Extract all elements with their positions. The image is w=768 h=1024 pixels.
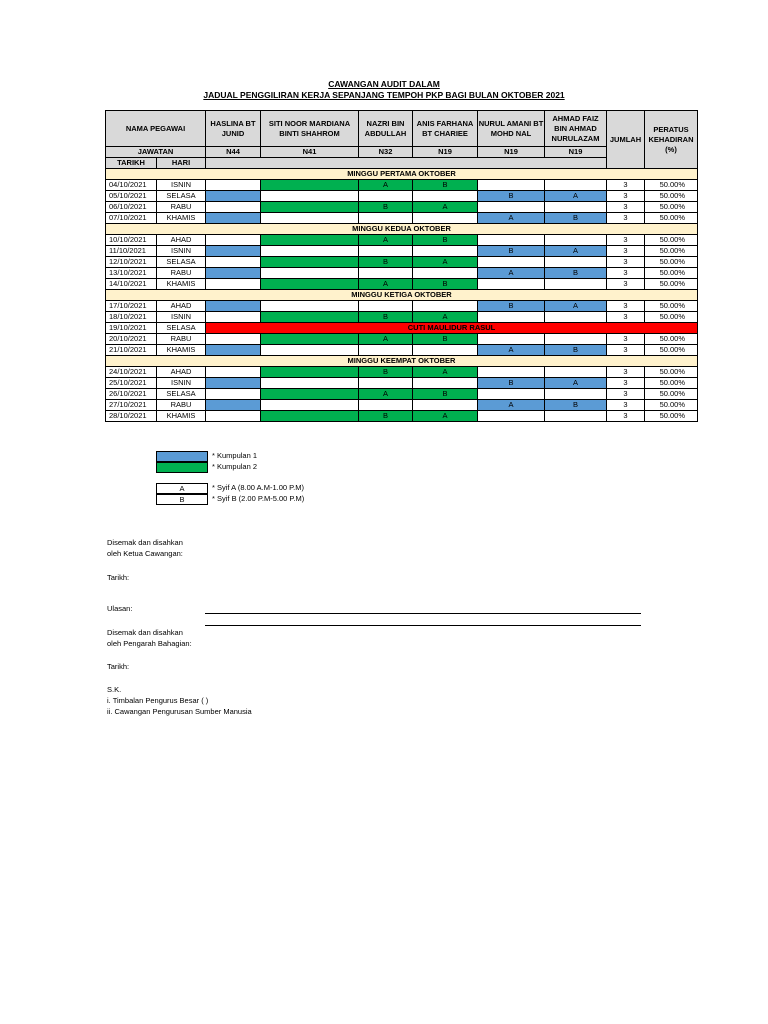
tarikh2-label: Tarikh:: [107, 662, 130, 671]
peratus-cell: 50.00%: [645, 312, 698, 323]
week-label: MINGGU KETIGA OKTOBER: [106, 290, 698, 301]
shift-cell: [413, 378, 478, 389]
peratus-cell: 50.00%: [645, 235, 698, 246]
shift-cell: B: [359, 367, 413, 378]
shift-cell: [413, 268, 478, 279]
shift-cell: A: [478, 345, 545, 356]
date-cell: 20/10/2021: [106, 334, 157, 345]
date-cell: 27/10/2021: [106, 400, 157, 411]
sk-item-2: ii. Cawangan Pengurusan Sumber Manusia: [107, 707, 252, 716]
shift-cell: B: [359, 312, 413, 323]
shift-cell: [261, 312, 359, 323]
date-cell: 13/10/2021: [106, 268, 157, 279]
shift-cell: A: [413, 367, 478, 378]
shift-cell: [413, 246, 478, 257]
week-row: [106, 356, 698, 367]
schedule-row: [106, 246, 698, 257]
peratus-cell: 50.00%: [645, 180, 698, 191]
day-cell: SELASA: [157, 257, 206, 268]
date-cell: 28/10/2021: [106, 411, 157, 422]
shift-cell: [261, 202, 359, 213]
grade-cell: N32: [359, 147, 413, 158]
shift-cell: [206, 334, 261, 345]
day-cell: SELASA: [157, 191, 206, 202]
shift-cell: B: [478, 246, 545, 257]
kumpulan-1-swatch: [156, 451, 208, 462]
day-cell: RABU: [157, 268, 206, 279]
date-cell: 12/10/2021: [106, 257, 157, 268]
jumlah-cell: 3: [607, 257, 645, 268]
schedule-row: [106, 334, 698, 345]
week-row: [106, 169, 698, 180]
sah1-line1: Disemak dan disahkan: [107, 538, 183, 547]
shift-cell: B: [413, 334, 478, 345]
day-cell: ISNIN: [157, 378, 206, 389]
jumlah-cell: 3: [607, 246, 645, 257]
shift-cell: A: [413, 411, 478, 422]
shift-cell: A: [413, 202, 478, 213]
day-cell: RABU: [157, 334, 206, 345]
schedule-row: [106, 268, 698, 279]
schedule-row: [106, 312, 698, 323]
peratus-cell: 50.00%: [645, 279, 698, 290]
day-cell: KHAMIS: [157, 345, 206, 356]
shift-cell: [359, 191, 413, 202]
day-cell: KHAMIS: [157, 279, 206, 290]
day-cell: AHAD: [157, 301, 206, 312]
date-cell: 06/10/2021: [106, 202, 157, 213]
shift-cell: [545, 334, 607, 345]
shift-cell: [545, 235, 607, 246]
tarikh-header: TARIKH: [106, 158, 157, 169]
peratus-cell: 50.00%: [645, 213, 698, 224]
shift-cell: A: [478, 213, 545, 224]
shift-cell: [545, 180, 607, 191]
peratus-cell: 50.00%: [645, 334, 698, 345]
jawatan-header: JAWATAN: [106, 147, 206, 158]
schedule-row: [106, 411, 698, 422]
shift-cell: [261, 213, 359, 224]
kumpulan-2-label: * Kumpulan 2: [212, 462, 258, 471]
peratus-cell: 50.00%: [645, 246, 698, 257]
shift-cell: [206, 235, 261, 246]
schedule-row: [106, 257, 698, 268]
shift-cell: [206, 389, 261, 400]
shift-cell: B: [545, 268, 607, 279]
peratus-cell: 50.00%: [645, 378, 698, 389]
day-cell: ISNIN: [157, 246, 206, 257]
sk-label: S.K.: [107, 685, 122, 694]
shift-cell: A: [478, 268, 545, 279]
peratus-cell: 50.00%: [645, 411, 698, 422]
peratus-cell: 50.00%: [645, 400, 698, 411]
date-cell: 18/10/2021: [106, 312, 157, 323]
shift-cell: [478, 411, 545, 422]
day-cell: ISNIN: [157, 312, 206, 323]
week-row: [106, 224, 698, 235]
shift-cell: B: [478, 301, 545, 312]
shift-cell: [261, 180, 359, 191]
shift-cell: [206, 312, 261, 323]
grade-cell: N19: [478, 147, 545, 158]
jumlah-cell: 3: [607, 202, 645, 213]
jumlah-cell: 3: [607, 411, 645, 422]
sah2-line1: Disemak dan disahkan: [107, 628, 183, 637]
shift-cell: [359, 400, 413, 411]
schedule-row: [106, 389, 698, 400]
grade-cell: N44: [206, 147, 261, 158]
schedule-row: [106, 202, 698, 213]
shift-cell: B: [359, 257, 413, 268]
day-cell: KHAMIS: [157, 411, 206, 422]
peratus-cell: 50.00%: [645, 389, 698, 400]
shift-cell: A: [545, 378, 607, 389]
date-cell: 11/10/2021: [106, 246, 157, 257]
document-subtitle: JADUAL PENGGILIRAN KERJA SEPANJANG TEMPOH PKP BAGI BULAN OKTOBER 2021: [203, 90, 565, 100]
jumlah-cell: 3: [607, 378, 645, 389]
shift-cell: [545, 389, 607, 400]
jumlah-cell: 3: [607, 345, 645, 356]
date-cell: 04/10/2021: [106, 180, 157, 191]
shift-cell: A: [359, 235, 413, 246]
schedule-row: [106, 180, 698, 191]
schedule-row: [106, 235, 698, 246]
schedule-row: [106, 301, 698, 312]
sk-item-1: i. Timbalan Pengurus Besar ( ): [107, 696, 209, 705]
shift-cell: [261, 389, 359, 400]
shift-cell: [261, 301, 359, 312]
shift-cell: [261, 246, 359, 257]
shift-cell: [359, 345, 413, 356]
date-cell: 26/10/2021: [106, 389, 157, 400]
jumlah-cell: 3: [607, 389, 645, 400]
shift-cell: [478, 202, 545, 213]
date-cell: 17/10/2021: [106, 301, 157, 312]
shift-cell: B: [359, 411, 413, 422]
day-cell: RABU: [157, 202, 206, 213]
shift-cell: [413, 213, 478, 224]
jumlah-cell: 3: [607, 191, 645, 202]
schedule-row: [106, 213, 698, 224]
date-cell: 14/10/2021: [106, 279, 157, 290]
shift-cell: [261, 378, 359, 389]
staff-name-header: ANIS FARHANA BT CHARIEE: [413, 111, 478, 147]
shift-cell: B: [413, 235, 478, 246]
shift-cell: B: [413, 279, 478, 290]
date-cell: 10/10/2021: [106, 235, 157, 246]
schedule-row: [106, 400, 698, 411]
day-cell: SELASA: [157, 323, 206, 334]
day-cell: AHAD: [157, 235, 206, 246]
shift-cell: A: [413, 312, 478, 323]
syif-b-label: * Syif B (2.00 P.M-5.00 P.M): [212, 494, 305, 503]
shift-cell: [359, 213, 413, 224]
schedule-row: [106, 191, 698, 202]
shift-cell: B: [545, 213, 607, 224]
shift-cell: [206, 202, 261, 213]
staff-name-header: SITI NOOR MARDIANA BINTI SHAHROM: [261, 111, 359, 147]
staff-name-header: AHMAD FAIZ BIN AHMAD NURULAZAM: [545, 111, 607, 147]
blank-header: [206, 158, 607, 169]
week-row: [106, 290, 698, 301]
jumlah-cell: 3: [607, 235, 645, 246]
peratus-cell: 50.00%: [645, 268, 698, 279]
peratus-cell: 50.00%: [645, 202, 698, 213]
staff-name-header: NURUL AMANI BT MOHD NAL: [478, 111, 545, 147]
shift-cell: [206, 257, 261, 268]
kumpulan-2-swatch: [156, 462, 208, 473]
week-label: MINGGU KEDUA OKTOBER: [106, 224, 698, 235]
peratus-cell: 50.00%: [645, 191, 698, 202]
shift-cell: [359, 246, 413, 257]
shift-cell: [206, 345, 261, 356]
shift-cell: A: [478, 400, 545, 411]
schedule-row: [106, 279, 698, 290]
shift-cell: [359, 268, 413, 279]
shift-cell: [206, 268, 261, 279]
day-cell: SELASA: [157, 389, 206, 400]
holiday-cell: CUTI MAULIDUR RASUL: [206, 323, 698, 334]
shift-cell: B: [478, 378, 545, 389]
schedule-row: [106, 345, 698, 356]
hari-header: HARI: [157, 158, 206, 169]
shift-cell: [206, 191, 261, 202]
jumlah-cell: 3: [607, 268, 645, 279]
shift-cell: B: [413, 180, 478, 191]
shift-cell: [206, 301, 261, 312]
shift-cell: [206, 378, 261, 389]
shift-cell: [261, 279, 359, 290]
shift-cell: [545, 411, 607, 422]
nama-pegawai-header: NAMA PEGAWAI: [106, 111, 206, 147]
shift-cell: [359, 301, 413, 312]
jumlah-cell: 3: [607, 279, 645, 290]
shift-cell: [261, 334, 359, 345]
syif-a-label: * Syif A (8.00 A.M-1.00 P.M): [212, 483, 304, 492]
ulasan-line-1: [205, 613, 641, 614]
day-cell: KHAMIS: [157, 213, 206, 224]
syif-b-box: B: [156, 494, 208, 505]
shift-cell: [413, 191, 478, 202]
peratus-cell: 50.00%: [645, 345, 698, 356]
shift-cell: A: [359, 279, 413, 290]
shift-cell: [261, 400, 359, 411]
shift-cell: [478, 235, 545, 246]
jumlah-cell: 3: [607, 400, 645, 411]
shift-cell: [206, 246, 261, 257]
date-cell: 24/10/2021: [106, 367, 157, 378]
day-cell: AHAD: [157, 367, 206, 378]
date-cell: 07/10/2021: [106, 213, 157, 224]
grade-cell: N19: [413, 147, 478, 158]
shift-cell: [206, 279, 261, 290]
shift-cell: [206, 213, 261, 224]
shift-cell: [261, 257, 359, 268]
shift-cell: [413, 345, 478, 356]
shift-cell: B: [478, 191, 545, 202]
peratus-cell: 50.00%: [645, 301, 698, 312]
grade-cell: N19: [545, 147, 607, 158]
staff-name-header: NAZRI BIN ABDULLAH: [359, 111, 413, 147]
sah1-line2: oleh Ketua Cawangan:: [107, 549, 183, 558]
shift-cell: [261, 345, 359, 356]
shift-cell: [545, 257, 607, 268]
header-row: [106, 111, 698, 147]
shift-cell: [261, 367, 359, 378]
schedule-row: [106, 323, 698, 334]
jumlah-cell: 3: [607, 180, 645, 191]
jumlah-header: JUMLAH: [607, 111, 645, 169]
peratus-cell: 50.00%: [645, 367, 698, 378]
shift-cell: [478, 312, 545, 323]
day-cell: RABU: [157, 400, 206, 411]
shift-cell: [545, 279, 607, 290]
shift-cell: [359, 378, 413, 389]
shift-cell: [545, 202, 607, 213]
day-cell: ISNIN: [157, 180, 206, 191]
shift-cell: [261, 191, 359, 202]
shift-cell: [478, 257, 545, 268]
date-cell: 21/10/2021: [106, 345, 157, 356]
shift-cell: [261, 235, 359, 246]
shift-cell: [478, 180, 545, 191]
peratus-header: PERATUS KEHADIRAN (%): [645, 111, 698, 169]
shift-cell: A: [545, 246, 607, 257]
shift-cell: [413, 400, 478, 411]
shift-cell: [206, 411, 261, 422]
shift-cell: A: [359, 334, 413, 345]
staff-name-header: HASLINA BT JUNID: [206, 111, 261, 147]
shift-cell: [545, 312, 607, 323]
shift-cell: B: [545, 400, 607, 411]
shift-cell: [206, 400, 261, 411]
jumlah-cell: 3: [607, 334, 645, 345]
shift-cell: [261, 268, 359, 279]
ulasan-line-2: [205, 625, 641, 626]
sah2-line2: oleh Pengarah Bahagian:: [107, 639, 192, 648]
shift-cell: [545, 367, 607, 378]
schedule-row: [106, 367, 698, 378]
shift-cell: A: [545, 191, 607, 202]
shift-cell: B: [413, 389, 478, 400]
shift-cell: A: [413, 257, 478, 268]
shift-cell: [478, 367, 545, 378]
jumlah-cell: 3: [607, 301, 645, 312]
shift-cell: A: [545, 301, 607, 312]
shift-cell: [206, 367, 261, 378]
jumlah-cell: 3: [607, 213, 645, 224]
shift-cell: [478, 279, 545, 290]
ulasan-label: Ulasan:: [107, 604, 133, 613]
schedule-table: [105, 110, 698, 422]
shift-cell: A: [359, 180, 413, 191]
kumpulan-1-label: * Kumpulan 1: [212, 451, 258, 460]
shift-cell: [206, 180, 261, 191]
shift-cell: [261, 411, 359, 422]
shift-cell: B: [545, 345, 607, 356]
week-label: MINGGU PERTAMA OKTOBER: [106, 169, 698, 180]
date-cell: 19/10/2021: [106, 323, 157, 334]
date-cell: 25/10/2021: [106, 378, 157, 389]
jumlah-cell: 3: [607, 367, 645, 378]
shift-cell: [478, 389, 545, 400]
week-label: MINGGU KEEMPAT OKTOBER: [106, 356, 698, 367]
syif-a-box: A: [156, 483, 208, 494]
date-cell: 05/10/2021: [106, 191, 157, 202]
shift-cell: [413, 301, 478, 312]
shift-cell: [478, 334, 545, 345]
peratus-cell: 50.00%: [645, 257, 698, 268]
jumlah-cell: 3: [607, 312, 645, 323]
schedule-row: [106, 378, 698, 389]
document-title: CAWANGAN AUDIT DALAM: [328, 79, 440, 89]
shift-cell: A: [359, 389, 413, 400]
tarikh1-label: Tarikh:: [107, 573, 130, 582]
shift-cell: B: [359, 202, 413, 213]
grade-cell: N41: [261, 147, 359, 158]
